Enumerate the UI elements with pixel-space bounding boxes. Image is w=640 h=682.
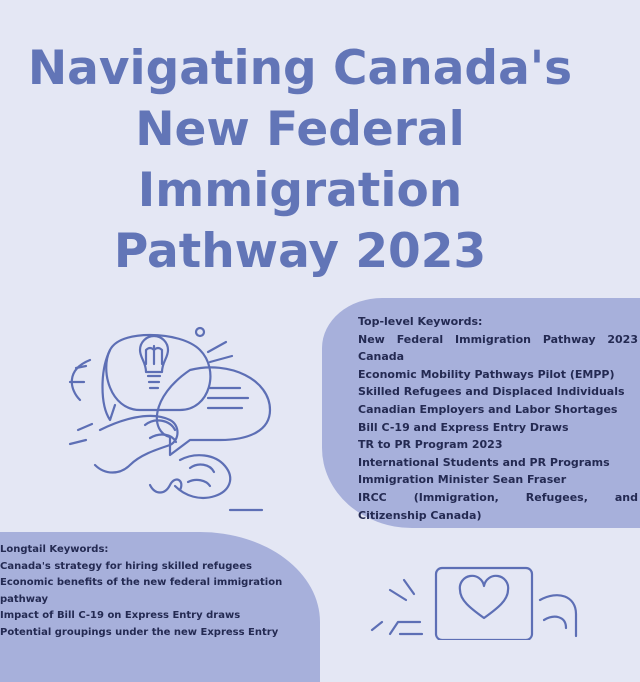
page-title bbox=[0, 38, 600, 282]
title-line: Immigration bbox=[137, 163, 463, 218]
longtail-item: pathway bbox=[0, 593, 49, 605]
longtail-item: Impact of Bill C-19 on Express Entry draws bbox=[0, 610, 241, 622]
longtail-keywords-heading: Longtail Keywords: bbox=[0, 544, 109, 555]
keyword-item: Canadian Employers and Labor Shortages bbox=[358, 402, 618, 416]
keyword-item: Bill C-19 and Express Entry Draws bbox=[358, 420, 569, 434]
keyword-item: New Federal Immigration Pathway 2023 bbox=[358, 332, 638, 346]
keyword-item: Skilled Refugees and Displaced Individuals bbox=[358, 385, 625, 399]
title-line: New Federal bbox=[135, 102, 465, 157]
lightbulb-handshake-illustration bbox=[50, 310, 290, 530]
keyword-item: TR to PR Program 2023 bbox=[358, 438, 503, 452]
top-keywords-heading: Top-level Keywords: bbox=[358, 315, 483, 328]
longtail-item: Canada's strategy for hiring skilled refugees bbox=[0, 560, 252, 572]
top-keywords-list bbox=[358, 313, 638, 524]
title-line: Navigating Canada's bbox=[27, 41, 573, 96]
longtail-item: Economic benefits of the new federal immigration bbox=[0, 577, 283, 589]
keyword-item: IRCC (Immigration, Refugees, and bbox=[358, 490, 638, 504]
longtail-keywords-list bbox=[0, 542, 283, 642]
title-line: Pathway 2023 bbox=[113, 224, 487, 279]
keyword-item: Canada bbox=[358, 350, 405, 364]
keyword-item: Citizenship Canada) bbox=[358, 508, 482, 522]
keyword-item: International Students and PR Programs bbox=[358, 455, 610, 469]
keyword-item: Immigration Minister Sean Fraser bbox=[358, 473, 567, 487]
heart-monitor-illustration bbox=[360, 560, 580, 640]
longtail-item: Potential groupings under the new Express Entry bbox=[0, 626, 279, 638]
keyword-item: Economic Mobility Pathways Pilot (EMPP) bbox=[358, 367, 615, 381]
